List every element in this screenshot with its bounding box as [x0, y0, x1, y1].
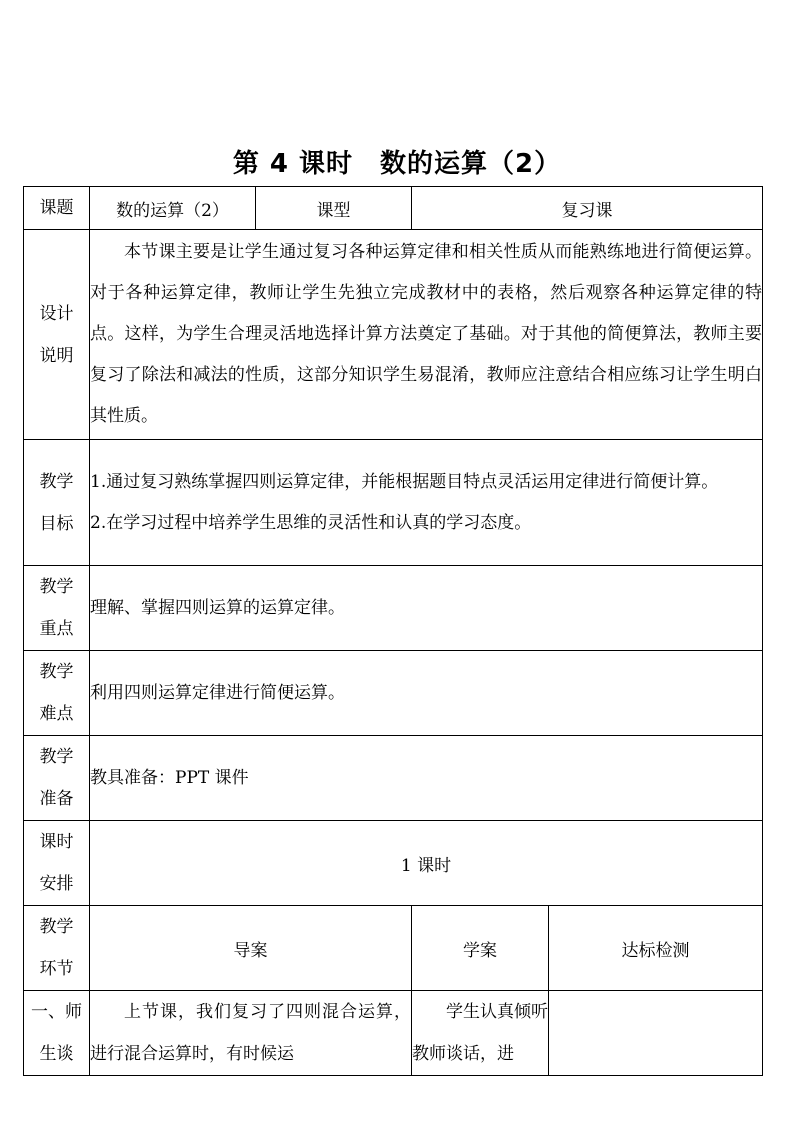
goals-row	[24, 440, 763, 566]
preparation-label	[24, 736, 90, 821]
design-text: 本节课主要是让学生通过复习各种运算定律和相关性质从而能熟练地进行简便运算。对于各种运算定律，教师让学生先独立完成教材中的表格，然后观察各种运算定律的特点。这样，为学生合理灵活地选择计算方法奠定了基础。对于其他的简便算法，教师主要复习了除法和减法的性质，这部分知识学生易混淆，教师应注意结合相应练习让学生明白其性质。	[90, 230, 763, 440]
key-points-row	[24, 566, 763, 651]
goals-label-line-2: 目标	[39, 513, 74, 534]
key-points-text: 理解、掌握四则运算的运算定律。	[90, 566, 763, 651]
key-points-label	[24, 566, 90, 651]
schedule-text: 1 课时	[90, 821, 763, 906]
steps-label-line-2: 环节	[39, 959, 74, 979]
topic-row	[24, 187, 763, 230]
difficulty-text: 利用四则运算定律进行简便运算。	[90, 651, 763, 736]
goals-label-line-1: 教学	[39, 471, 74, 492]
step-one-label	[24, 991, 90, 1076]
goals-item-2: 2.在学习过程中培养学生思维的灵活性和认真的学习态度。	[90, 512, 532, 533]
schedule-label-line-2: 安排	[39, 874, 74, 894]
design-label-line-1: 设计	[39, 303, 74, 324]
check-column-header: 达标检测	[549, 906, 763, 991]
difficulty-label	[24, 651, 90, 736]
step-one-label-line-2: 生谈	[39, 1044, 74, 1064]
guide-column-header: 导案	[90, 906, 412, 991]
lesson-type-label: 课型	[256, 187, 412, 230]
preparation-label-line-1: 教学	[39, 747, 74, 767]
step-one-study-text: 学生认真倾听教师谈话，进	[412, 991, 549, 1076]
design-label	[24, 230, 90, 440]
page-title: 第 4 课时 数的运算（2）	[232, 149, 562, 179]
difficulty-label-line-1: 教学	[39, 662, 74, 682]
goals-label	[24, 440, 90, 566]
goals-content	[90, 440, 763, 566]
step-one-label-line-1: 一、师	[31, 1002, 82, 1022]
preparation-row	[24, 736, 763, 821]
lesson-plan-table	[23, 186, 763, 1076]
schedule-label-line-1: 课时	[39, 832, 74, 852]
topic-label: 课题	[24, 187, 90, 230]
difficulty-row	[24, 651, 763, 736]
schedule-row	[24, 821, 763, 906]
key-points-label-line-1: 教学	[39, 577, 74, 597]
key-points-label-line-2: 重点	[39, 619, 74, 639]
step-one-row	[24, 991, 763, 1076]
study-column-header: 学案	[412, 906, 549, 991]
topic-value: 数的运算（2）	[90, 187, 256, 230]
goals-item-1: 1.通过复习熟练掌握四则运算定律，并能根据题目特点灵活运用定律进行简便计算。	[90, 471, 719, 492]
steps-label-line-1: 教学	[39, 917, 74, 937]
preparation-text: 教具准备：PPT 课件	[90, 736, 763, 821]
step-one-check-text	[549, 991, 763, 1076]
steps-label	[24, 906, 90, 991]
difficulty-label-line-2: 难点	[39, 704, 74, 724]
preparation-label-line-2: 准备	[39, 789, 74, 809]
design-row	[24, 230, 763, 440]
design-label-line-2: 说明	[39, 345, 74, 366]
lesson-type-value: 复习课	[412, 187, 763, 230]
step-one-guide-text: 上节课，我们复习了四则混合运算，进行混合运算时，有时候运	[90, 991, 412, 1076]
steps-header-row	[24, 906, 763, 991]
schedule-label	[24, 821, 90, 906]
